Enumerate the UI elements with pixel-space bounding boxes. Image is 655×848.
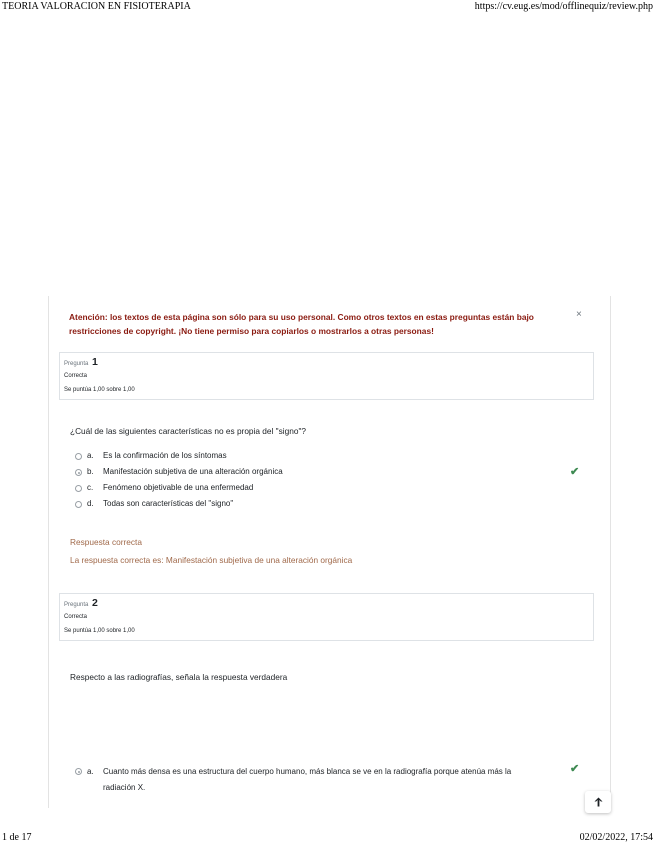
question-number-line [64,356,98,368]
check-icon: ✔ [570,466,580,478]
option-letter: c. [87,483,94,492]
question-2-info [59,593,594,641]
copyright-alert: Atención: los textos de esta página son sólo para su uso personal. Como otros textos en estas preguntas están bajo restricciones de copyright. ¡No tiene permiso para copiarlos o mostrarlos a otras personas! [69,312,534,336]
question-2-text: Respecto a las radiografías, señala la respuesta verdadera [70,672,288,682]
question-grade: Se puntúa 1,00 sobre 1,00 [64,628,135,634]
radio-icon[interactable] [75,453,82,460]
print-header-title: TEORIA VALORACION EN FISIOTERAPIA [2,1,191,12]
option-letter: d. [87,499,94,508]
question-2-option-a[interactable] [75,764,545,796]
question-1-info [59,352,594,400]
question-number-line [64,597,98,609]
option-letter: b. [87,467,94,476]
print-header [0,1,655,15]
question-state: Correcta [64,614,88,620]
radio-checked-icon[interactable] [75,768,82,775]
question-label: Pregunta [64,602,89,608]
print-footer-datetime: 02/02/2022, 17:54 [579,832,653,843]
question-grade: Se puntúa 1,00 sobre 1,00 [64,387,135,393]
question-1-text: ¿Cuál de las siguientes características no es propia del "signo"? [70,426,307,436]
question-number: 2 [92,597,98,609]
option-letter: a. [87,767,94,776]
option-text: Fenómeno objetivable de una enfermedad [103,483,254,492]
option-text: Es la confirmación de los síntomas [103,451,227,460]
feedback-right-answer: La respuesta correcta es: Manifestación subjetiva de una alteración orgánica [70,555,353,565]
print-footer-page: 1 de 17 [2,832,32,843]
print-header-url: https://cv.eug.es/mod/offlinequiz/review.php [474,1,653,12]
quiz-review-content [48,296,611,808]
option-letter: a. [87,451,94,460]
question-state: Correcta [64,373,88,379]
option-text: Todas son características del "signo" [103,499,234,508]
back-to-top-button[interactable] [585,791,611,813]
question-label: Pregunta [64,361,89,367]
arrow-up-icon [594,797,603,807]
radio-icon[interactable] [75,485,82,492]
close-icon[interactable]: × [576,309,582,320]
option-text: Manifestación subjetiva de una alteración orgánica [103,467,283,476]
feedback-status: Respuesta correcta [70,537,142,547]
check-icon: ✔ [570,763,580,775]
question-number: 1 [92,356,98,368]
radio-icon[interactable] [75,501,82,508]
print-footer [0,832,655,846]
radio-checked-icon[interactable] [75,469,82,476]
option-text: Cuanto más densa es una estructura del cuerpo humano, más blanca se ve en la radiografía porque atenúa más la radiación X. [103,767,512,792]
